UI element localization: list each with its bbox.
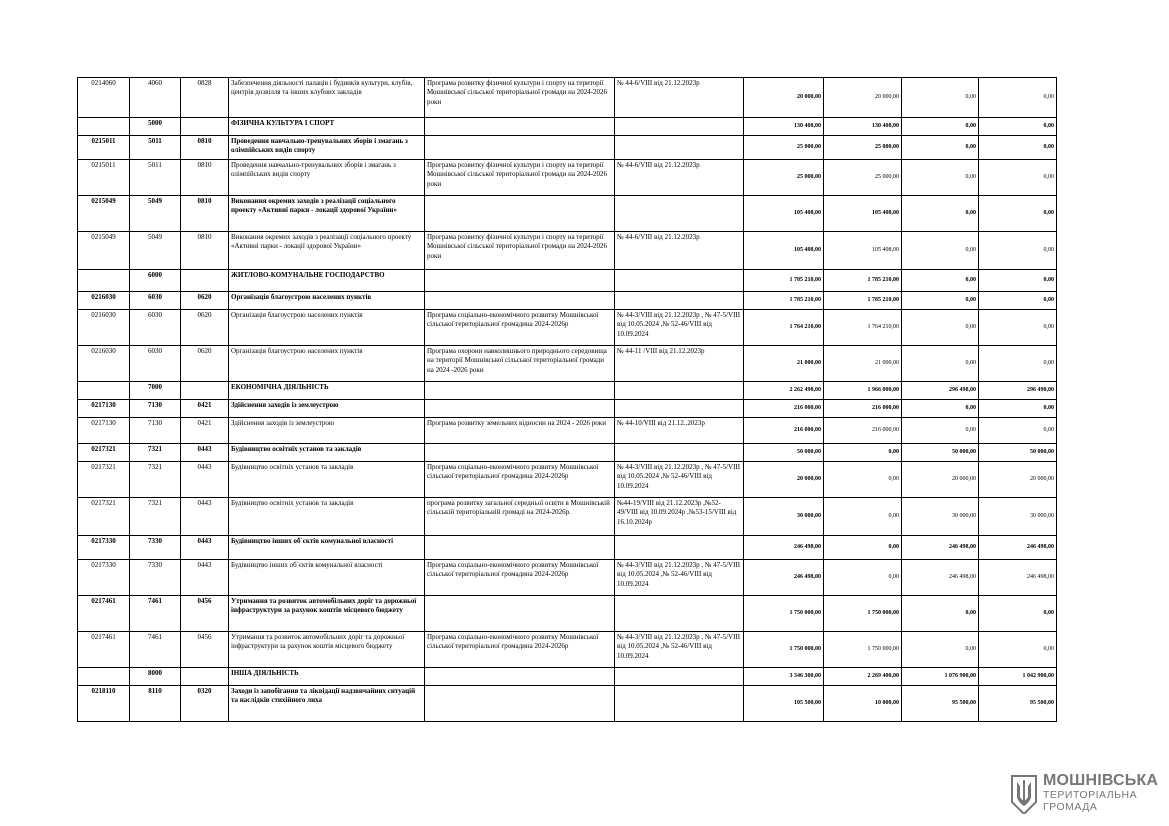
program-name-cell: Здійснення заходів із землеустрою bbox=[229, 400, 425, 418]
program-name-cell: ФІЗИЧНА КУЛЬТУРА І СПОРТ bbox=[229, 118, 425, 136]
table-summary-row bbox=[78, 382, 1057, 400]
budget-program-table bbox=[77, 77, 1057, 722]
task-code-cell: 5000 bbox=[130, 118, 181, 136]
development-budget-cell: 0,00 bbox=[979, 418, 1057, 444]
general-fund-cell: 0,00 bbox=[824, 462, 902, 498]
development-budget-cell: 0,00 bbox=[979, 310, 1057, 346]
table-summary-row bbox=[78, 536, 1057, 560]
task-code-cell: 7130 bbox=[130, 418, 181, 444]
program-name-cell: ЕКОНОМІЧНА ДІЯЛЬНІСТЬ bbox=[229, 382, 425, 400]
development-budget-cell: 0,00 bbox=[979, 292, 1057, 310]
program-name-cell: Виконання окремих заходів з реалізації соціального проекту «Активні парки - локації здорової України» bbox=[229, 232, 425, 270]
task-code-cell: 4060 bbox=[130, 78, 181, 118]
total-amount-cell: 1 785 210,00 bbox=[744, 292, 824, 310]
table-row bbox=[78, 160, 1057, 196]
task-code-cell: 7321 bbox=[130, 462, 181, 498]
special-fund-cell: 1 076 900,00 bbox=[902, 668, 979, 686]
function-code-cell: 0443 bbox=[181, 536, 229, 560]
local-program-cell bbox=[425, 292, 615, 310]
special-fund-cell: 0,00 bbox=[902, 310, 979, 346]
local-program-cell bbox=[425, 536, 615, 560]
task-code-cell: 8110 bbox=[130, 686, 181, 722]
program-code-cell: 0215049 bbox=[78, 232, 130, 270]
local-program-cell bbox=[425, 196, 615, 232]
decision-cell: № 44-6/VIII від 21.12.2023р bbox=[615, 78, 744, 118]
decision-cell bbox=[615, 118, 744, 136]
program-name-cell: Здійснення заходів із землеустрою bbox=[229, 418, 425, 444]
program-code-cell bbox=[78, 668, 130, 686]
local-program-cell: Програма розвитку фізичної культури і спорту на території Мошнівської сільської територіальної громади на 2024-2026 роки bbox=[425, 160, 615, 196]
function-code-cell: 0443 bbox=[181, 560, 229, 596]
development-budget-cell: 0,00 bbox=[979, 196, 1057, 232]
program-code-cell: 0217321 bbox=[78, 444, 130, 462]
table-summary-row bbox=[78, 270, 1057, 292]
total-amount-cell: 30 000,00 bbox=[744, 498, 824, 536]
total-amount-cell: 1 785 210,00 bbox=[744, 270, 824, 292]
function-code-cell: 0620 bbox=[181, 346, 229, 382]
general-fund-cell: 0,00 bbox=[824, 444, 902, 462]
function-code-cell: 0810 bbox=[181, 232, 229, 270]
function-code-cell bbox=[181, 270, 229, 292]
task-code-cell: 8000 bbox=[130, 668, 181, 686]
total-amount-cell: 25 000,00 bbox=[744, 136, 824, 160]
program-name-cell: Будівництво інших об`єктів комунальної власності bbox=[229, 560, 425, 596]
special-fund-cell: 296 498,00 bbox=[902, 382, 979, 400]
decision-cell bbox=[615, 382, 744, 400]
total-amount-cell: 216 000,00 bbox=[744, 418, 824, 444]
program-name-cell: Організація благоустрою населених пунктів bbox=[229, 310, 425, 346]
table-row bbox=[78, 346, 1057, 382]
general-fund-cell: 1 750 000,00 bbox=[824, 632, 902, 668]
decision-cell bbox=[615, 686, 744, 722]
special-fund-cell: 0,00 bbox=[902, 136, 979, 160]
development-budget-cell: 20 000,00 bbox=[979, 462, 1057, 498]
program-name-cell: Проведення навчально-тренувальних зборів і змагань з олімпійських видів спорту bbox=[229, 136, 425, 160]
table-row bbox=[78, 78, 1057, 118]
function-code-cell: 0810 bbox=[181, 136, 229, 160]
total-amount-cell: 105 408,00 bbox=[744, 232, 824, 270]
development-budget-cell: 0,00 bbox=[979, 160, 1057, 196]
table-summary-row bbox=[78, 668, 1057, 686]
special-fund-cell: 0,00 bbox=[902, 270, 979, 292]
program-code-cell: 0217461 bbox=[78, 596, 130, 632]
program-code-cell: 0217330 bbox=[78, 536, 130, 560]
decision-cell bbox=[615, 196, 744, 232]
decision-cell: № 44-6/VIII від 21.12.2023р bbox=[615, 232, 744, 270]
task-code-cell: 7000 bbox=[130, 382, 181, 400]
task-code-cell: 7321 bbox=[130, 498, 181, 536]
logo-title: МОШНІВСЬКА bbox=[1043, 772, 1159, 789]
table-row bbox=[78, 462, 1057, 498]
development-budget-cell: 0,00 bbox=[979, 232, 1057, 270]
task-code-cell: 7130 bbox=[130, 400, 181, 418]
total-amount-cell: 105 408,00 bbox=[744, 196, 824, 232]
local-program-cell bbox=[425, 382, 615, 400]
general-fund-cell: 130 408,00 bbox=[824, 118, 902, 136]
function-code-cell: 0443 bbox=[181, 444, 229, 462]
function-code-cell: 0421 bbox=[181, 418, 229, 444]
program-code-cell bbox=[78, 382, 130, 400]
function-code-cell: 0456 bbox=[181, 596, 229, 632]
decision-cell bbox=[615, 596, 744, 632]
special-fund-cell: 0,00 bbox=[902, 418, 979, 444]
table-summary-row bbox=[78, 118, 1057, 136]
program-name-cell: Будівництво освітніх установ та закладів bbox=[229, 444, 425, 462]
total-amount-cell: 21 000,00 bbox=[744, 346, 824, 382]
task-code-cell: 5049 bbox=[130, 232, 181, 270]
special-fund-cell: 246 498,00 bbox=[902, 536, 979, 560]
decision-cell bbox=[615, 136, 744, 160]
task-code-cell: 6030 bbox=[130, 292, 181, 310]
general-fund-cell: 2 269 400,00 bbox=[824, 668, 902, 686]
development-budget-cell: 296 498,00 bbox=[979, 382, 1057, 400]
function-code-cell: 0620 bbox=[181, 292, 229, 310]
function-code-cell: 0456 bbox=[181, 632, 229, 668]
special-fund-cell: 0,00 bbox=[902, 118, 979, 136]
special-fund-cell: 0,00 bbox=[902, 232, 979, 270]
table-row bbox=[78, 418, 1057, 444]
total-amount-cell: 3 346 300,00 bbox=[744, 668, 824, 686]
logo-subtitle-1: ТЕРИТОРІАЛЬНА bbox=[1043, 789, 1138, 801]
function-code-cell: 0443 bbox=[181, 462, 229, 498]
development-budget-cell: 0,00 bbox=[979, 78, 1057, 118]
task-code-cell: 7461 bbox=[130, 632, 181, 668]
function-code-cell: 0810 bbox=[181, 196, 229, 232]
decision-cell: № 44-3/VIII від 21.12.2023р , № 47-5/VIII від 10.05.2024 ,№ 52-46/VIII від 10.09.2024 bbox=[615, 310, 744, 346]
general-fund-cell: 0,00 bbox=[824, 536, 902, 560]
decision-cell: № 44-11 /VIII від 21.12.2023р bbox=[615, 346, 744, 382]
general-fund-cell: 25 000,00 bbox=[824, 160, 902, 196]
task-code-cell: 7330 bbox=[130, 536, 181, 560]
special-fund-cell: 0,00 bbox=[902, 160, 979, 196]
task-code-cell: 7461 bbox=[130, 596, 181, 632]
table-row bbox=[78, 232, 1057, 270]
total-amount-cell: 25 000,00 bbox=[744, 160, 824, 196]
program-code-cell: 0217330 bbox=[78, 560, 130, 596]
local-program-cell: Програма соціально-економічного розвитку Мошнівської сільської територіальної громадина 2024-2026р bbox=[425, 560, 615, 596]
program-name-cell: Утримання та розвиток автомобільних доріг та дорожньої інфраструктури за рахунок коштів місцевого бюджету bbox=[229, 632, 425, 668]
development-budget-cell: 0,00 bbox=[979, 400, 1057, 418]
general-fund-cell: 10 000,00 bbox=[824, 686, 902, 722]
general-fund-cell: 105 408,00 bbox=[824, 232, 902, 270]
function-code-cell: 0443 bbox=[181, 498, 229, 536]
development-budget-cell: 0,00 bbox=[979, 136, 1057, 160]
program-name-cell: Будівництво освітніх установ та закладів bbox=[229, 498, 425, 536]
general-fund-cell: 20 000,00 bbox=[824, 78, 902, 118]
local-program-cell bbox=[425, 270, 615, 292]
task-code-cell: 5011 bbox=[130, 136, 181, 160]
program-code-cell: 0217321 bbox=[78, 462, 130, 498]
function-code-cell bbox=[181, 382, 229, 400]
total-amount-cell: 130 408,00 bbox=[744, 118, 824, 136]
task-code-cell: 7321 bbox=[130, 444, 181, 462]
community-logo bbox=[1010, 772, 1160, 816]
general-fund-cell: 1 750 000,00 bbox=[824, 596, 902, 632]
local-program-cell bbox=[425, 686, 615, 722]
local-program-cell: Програма розвитку фізичної культури і спорту на території Мошнівської сільської територіальної громади на 2024-2026 роки bbox=[425, 232, 615, 270]
program-code-cell: 0217130 bbox=[78, 400, 130, 418]
program-code-cell: 0215011 bbox=[78, 160, 130, 196]
program-name-cell: ЖИТЛОВО-КОМУНАЛЬНЕ ГОСПОДАРСТВО bbox=[229, 270, 425, 292]
program-code-cell: 0215011 bbox=[78, 136, 130, 160]
program-name-cell: Проведення навчально-тренувальних зборів і змагань з олімпійських видів спорту bbox=[229, 160, 425, 196]
program-code-cell: 0218110 bbox=[78, 686, 130, 722]
special-fund-cell: 30 000,00 bbox=[902, 498, 979, 536]
function-code-cell: 0620 bbox=[181, 310, 229, 346]
table-summary-row bbox=[78, 596, 1057, 632]
local-program-cell: Програма соціально-економічного розвитку Мошнівської сільської територіальної громадина 2024-2026р bbox=[425, 632, 615, 668]
development-budget-cell: 0,00 bbox=[979, 118, 1057, 136]
decision-cell bbox=[615, 668, 744, 686]
development-budget-cell: 0,00 bbox=[979, 270, 1057, 292]
local-program-cell bbox=[425, 400, 615, 418]
decision-cell bbox=[615, 444, 744, 462]
decision-cell: № 44-3/VIII від 21.12.2023р , № 47-5/VIII від 10.05.2024 ,№ 52-46/VIII від 10.09.2024 bbox=[615, 632, 744, 668]
program-code-cell: 0214060 bbox=[78, 78, 130, 118]
program-code-cell bbox=[78, 270, 130, 292]
general-fund-cell: 216 000,00 bbox=[824, 400, 902, 418]
total-amount-cell: 1 750 000,00 bbox=[744, 596, 824, 632]
special-fund-cell: 0,00 bbox=[902, 632, 979, 668]
program-code-cell: 0217130 bbox=[78, 418, 130, 444]
special-fund-cell: 0,00 bbox=[902, 596, 979, 632]
general-fund-cell: 0,00 bbox=[824, 560, 902, 596]
development-budget-cell: 30 000,00 bbox=[979, 498, 1057, 536]
development-budget-cell: 246 498,00 bbox=[979, 536, 1057, 560]
local-program-cell bbox=[425, 596, 615, 632]
program-code-cell: 0216030 bbox=[78, 310, 130, 346]
total-amount-cell: 246 498,00 bbox=[744, 536, 824, 560]
decision-cell bbox=[615, 270, 744, 292]
development-budget-cell: 1 042 900,00 bbox=[979, 668, 1057, 686]
development-budget-cell: 50 000,00 bbox=[979, 444, 1057, 462]
development-budget-cell: 0,00 bbox=[979, 632, 1057, 668]
task-code-cell: 6030 bbox=[130, 346, 181, 382]
development-budget-cell: 246 498,00 bbox=[979, 560, 1057, 596]
table-summary-row bbox=[78, 292, 1057, 310]
program-name-cell: Будівництво інших об`єктів комунальної власності bbox=[229, 536, 425, 560]
function-code-cell bbox=[181, 668, 229, 686]
local-program-cell: Програма розвитку земельних відносин на 2024 - 2026 роки bbox=[425, 418, 615, 444]
task-code-cell: 5011 bbox=[130, 160, 181, 196]
special-fund-cell: 50 000,00 bbox=[902, 444, 979, 462]
table-row bbox=[78, 560, 1057, 596]
local-program-cell bbox=[425, 668, 615, 686]
general-fund-cell: 0,00 bbox=[824, 498, 902, 536]
total-amount-cell: 1 750 000,00 bbox=[744, 632, 824, 668]
program-name-cell: Будівництво освітніх установ та закладів bbox=[229, 462, 425, 498]
development-budget-cell: 0,00 bbox=[979, 596, 1057, 632]
program-code-cell: 0216030 bbox=[78, 292, 130, 310]
decision-cell bbox=[615, 536, 744, 560]
table-row bbox=[78, 632, 1057, 668]
program-name-cell: Забезпечення діяльності палаців і будинків культури, клубів, центрів дозвілля та інших клубних закладів bbox=[229, 78, 425, 118]
local-program-cell bbox=[425, 118, 615, 136]
local-program-cell bbox=[425, 444, 615, 462]
general-fund-cell: 21 000,00 bbox=[824, 346, 902, 382]
total-amount-cell: 246 498,00 bbox=[744, 560, 824, 596]
special-fund-cell: 20 000,00 bbox=[902, 462, 979, 498]
decision-cell bbox=[615, 400, 744, 418]
general-fund-cell: 216 000,00 bbox=[824, 418, 902, 444]
local-program-cell: Програма соціально-економічного розвитку Мошнівської сільської територіальної громадина 2024-2026р bbox=[425, 310, 615, 346]
program-name-cell: Організація благоустрою населених пунктів bbox=[229, 292, 425, 310]
general-fund-cell: 1 764 210,00 bbox=[824, 310, 902, 346]
total-amount-cell: 2 262 498,00 bbox=[744, 382, 824, 400]
decision-cell: №44-19/VIII від 21.12.2023р ,№52-49/VIII від 10.09.2024р ,№53-15/VIII від 16.10.2024р bbox=[615, 498, 744, 536]
development-budget-cell: 95 500,00 bbox=[979, 686, 1057, 722]
program-name-cell: Утримання та розвиток автомобільних доріг та дорожньої інфраструктури за рахунок коштів місцевого бюджету bbox=[229, 596, 425, 632]
local-program-cell: Програма соціально-економічного розвитку Мошнівської сільської територіальної громадина 2024-2026р bbox=[425, 462, 615, 498]
program-code-cell: 0215049 bbox=[78, 196, 130, 232]
program-code-cell: 0216030 bbox=[78, 346, 130, 382]
total-amount-cell: 216 000,00 bbox=[744, 400, 824, 418]
local-program-cell: Програма розвитку фізичної культури і спорту на території Мошнівської сільської територіальної громади на 2024-2026 роки bbox=[425, 78, 615, 118]
program-code-cell: 0217321 bbox=[78, 498, 130, 536]
decision-cell bbox=[615, 292, 744, 310]
special-fund-cell: 0,00 bbox=[902, 400, 979, 418]
decision-cell: № 44-6/VIII від 21.12.2023р bbox=[615, 160, 744, 196]
local-program-cell: програма розвитку загальної середньої освіти в Мошнівській сільській територіальній громаді на 2024-2026р. bbox=[425, 498, 615, 536]
table-summary-row bbox=[78, 400, 1057, 418]
general-fund-cell: 1 966 000,00 bbox=[824, 382, 902, 400]
program-code-cell: 0217461 bbox=[78, 632, 130, 668]
function-code-cell: 0421 bbox=[181, 400, 229, 418]
total-amount-cell: 50 000,00 bbox=[744, 444, 824, 462]
total-amount-cell: 1 764 210,00 bbox=[744, 310, 824, 346]
program-name-cell: Виконання окремих заходів з реалізації соціального проекту «Активні парки - локації здорової України» bbox=[229, 196, 425, 232]
program-name-cell: ІНША ДІЯЛЬНІСТЬ bbox=[229, 668, 425, 686]
logo-subtitle-2: ГРОМАДА bbox=[1043, 801, 1098, 813]
program-name-cell: Заходи із запобігання та ліквідації надзвичайних ситуацій та наслідків стихійного лиха bbox=[229, 686, 425, 722]
task-code-cell: 5049 bbox=[130, 196, 181, 232]
table-row bbox=[78, 498, 1057, 536]
function-code-cell: 0810 bbox=[181, 160, 229, 196]
budget-table-page bbox=[77, 77, 1056, 722]
special-fund-cell: 0,00 bbox=[902, 78, 979, 118]
special-fund-cell: 0,00 bbox=[902, 292, 979, 310]
general-fund-cell: 105 408,00 bbox=[824, 196, 902, 232]
local-program-cell bbox=[425, 136, 615, 160]
total-amount-cell: 20 000,00 bbox=[744, 462, 824, 498]
special-fund-cell: 0,00 bbox=[902, 346, 979, 382]
special-fund-cell: 246 498,00 bbox=[902, 560, 979, 596]
table-summary-row bbox=[78, 444, 1057, 462]
total-amount-cell: 105 500,00 bbox=[744, 686, 824, 722]
decision-cell: № 44-3/VIII від 21.12.2023р , № 47-5/VIII від 10.05.2024 ,№ 52-46/VIII від 10.09.2024 bbox=[615, 462, 744, 498]
task-code-cell: 7330 bbox=[130, 560, 181, 596]
decision-cell: № 44-3/VIII від 21.12.2023р , № 47-5/VIII від 10.05.2024 ,№ 52-46/VIII від 10.09.2024 bbox=[615, 560, 744, 596]
task-code-cell: 6000 bbox=[130, 270, 181, 292]
table-summary-row bbox=[78, 196, 1057, 232]
general-fund-cell: 1 785 210,00 bbox=[824, 292, 902, 310]
general-fund-cell: 25 000,00 bbox=[824, 136, 902, 160]
general-fund-cell: 1 785 210,00 bbox=[824, 270, 902, 292]
function-code-cell: 0828 bbox=[181, 78, 229, 118]
function-code-cell: 0320 bbox=[181, 686, 229, 722]
development-budget-cell: 0,00 bbox=[979, 346, 1057, 382]
total-amount-cell: 20 000,00 bbox=[744, 78, 824, 118]
program-code-cell bbox=[78, 118, 130, 136]
special-fund-cell: 95 500,00 bbox=[902, 686, 979, 722]
table-row bbox=[78, 310, 1057, 346]
table-summary-row bbox=[78, 136, 1057, 160]
task-code-cell: 6030 bbox=[130, 310, 181, 346]
function-code-cell bbox=[181, 118, 229, 136]
program-name-cell: Організація благоустрою населених пунктів bbox=[229, 346, 425, 382]
trident-emblem-icon bbox=[1010, 774, 1038, 814]
local-program-cell: Програма охорони навколишнього природнього середовища на території Мошнівської сільської територіальної громади на 2024 -2026 роки bbox=[425, 346, 615, 382]
table-summary-row bbox=[78, 686, 1057, 722]
decision-cell: № 44-10/VIII від 21.12..2023р bbox=[615, 418, 744, 444]
special-fund-cell: 0,00 bbox=[902, 196, 979, 232]
